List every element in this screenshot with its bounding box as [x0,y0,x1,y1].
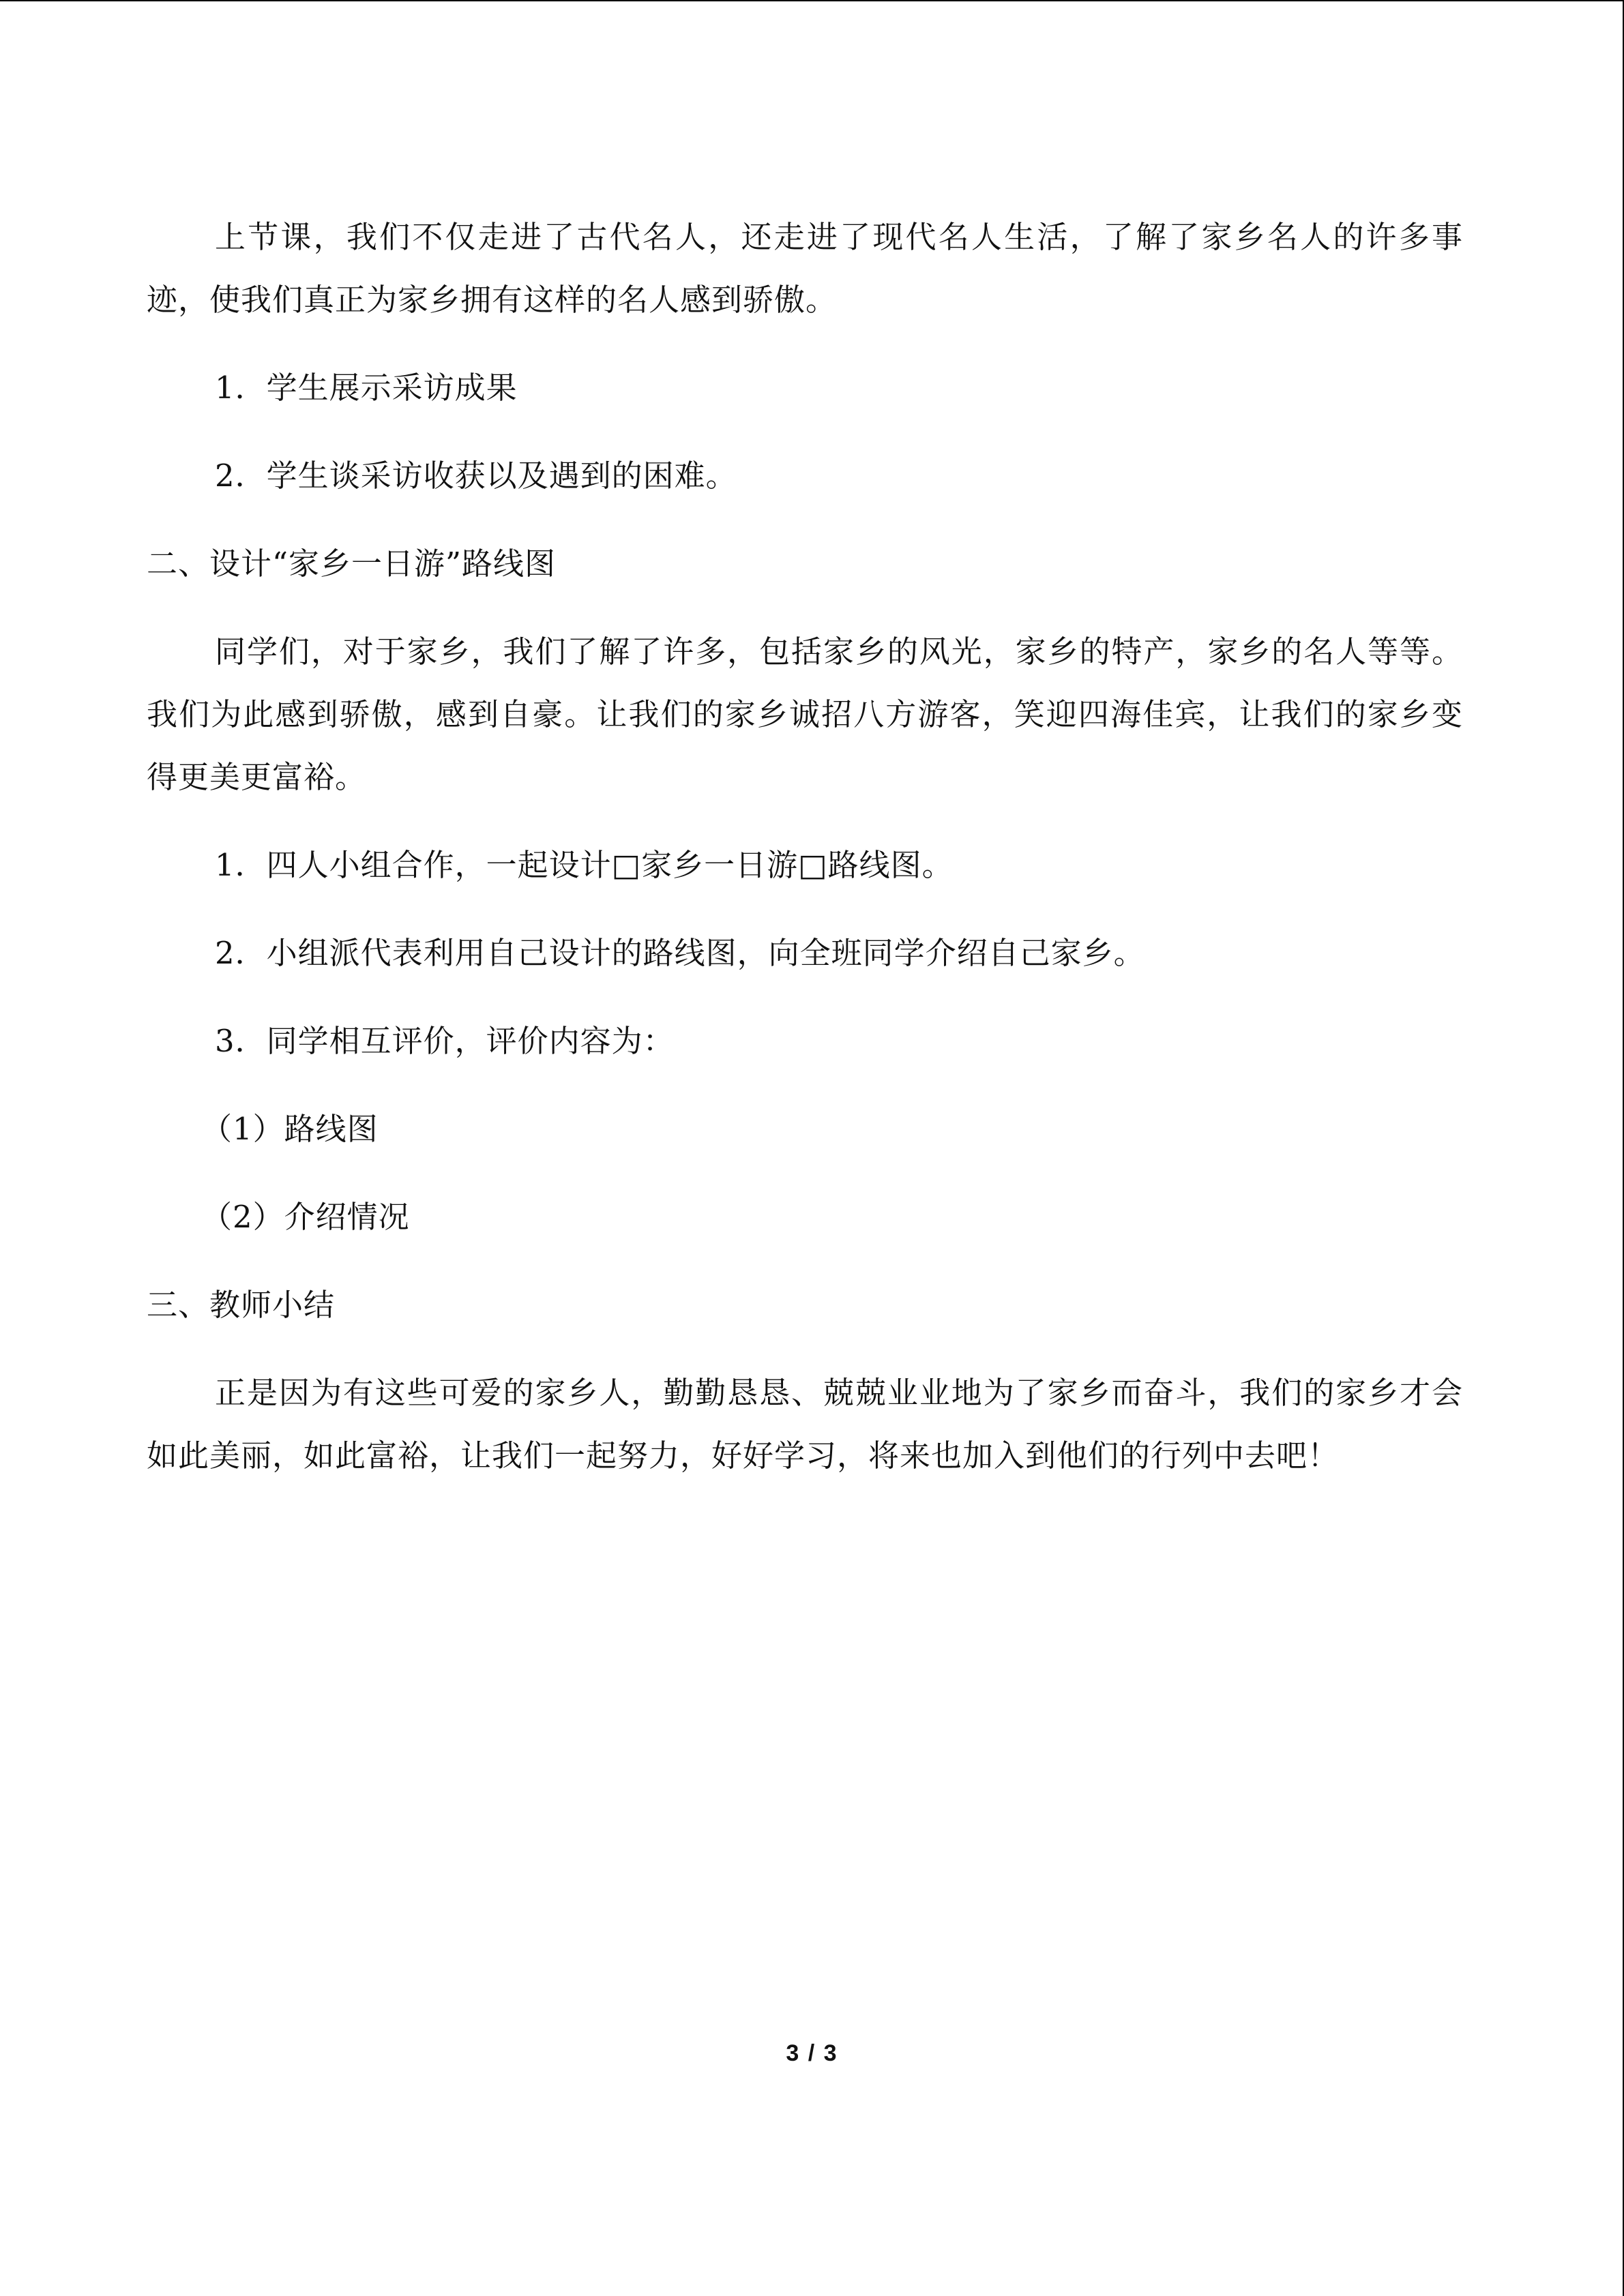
list-item: 2．小组派代表利用自己设计的路线图，向全班同学介绍自己家乡。 [215,935,1145,971]
section-heading: 二、设计“家乡一日游”路线图 [147,546,557,582]
document-body [147,206,1463,1512]
list-item: 1．四人小组合作，一起设计□家乡一日游□路线图。 [215,847,954,883]
body-paragraph: 同学们，对于家乡，我们了解了许多，包括家乡的风光，家乡的特产，家乡的名人等等。我们为此感到骄傲，感到自豪。让我们的家乡诚招八方游客，笑迎四海佳宾，让我们的家乡变得更美更富裕。 [147,633,1463,795]
list-subitem: （1）路线图 [201,1111,379,1147]
summary-paragraph: 正是因为有这些可爱的家乡人，勤勤恳恳、兢兢业业地为了家乡而奋斗，我们的家乡才会如此美丽，如此富裕，让我们一起努力，好好学习，将来也加入到他们的行列中去吧！ [147,1375,1463,1474]
list-item: 1．学生展示采访成果 [215,370,518,406]
list-item: 3．同学相互评价，评价内容为： [215,1023,675,1059]
list-subitem: （2）介绍情况 [201,1199,410,1235]
list-item: 2．学生谈采访收获以及遇到的困难。 [215,458,737,494]
intro-paragraph: 上节课，我们不仅走进了古代名人，还走进了现代名人生活，了解了家乡名人的许多事迹，使我们真正为家乡拥有这样的名人感到骄傲。 [147,219,1463,318]
section-heading: 三、教师小结 [147,1287,336,1323]
page-number: 3 / 3 [786,2040,838,2066]
